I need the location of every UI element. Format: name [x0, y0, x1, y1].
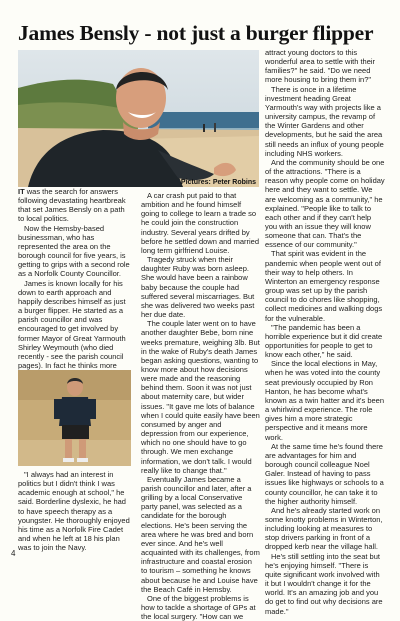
- paragraph: attract young doctors to this wonderful area to settle with their families?" he said. "Do we need more housing to bring them in?": [265, 48, 376, 85]
- paragraph: IT was the search for answers following devastating heartbreak that set James Bensly on a path to local politics.: [18, 187, 126, 224]
- paragraph: There is once in a lifetime investment heading Great Yarmouth's way with projects like a university campus, the revamp of the Winter Gardens and other developments, but he said the area still needs an influx of young people including NHS workers.: [265, 84, 384, 158]
- paragraph: The couple later went on to have another daughter Bebe, born nine weeks premature, weighing 3lb. But in the wake of Ruby's death James began asking questions, wanting to know more about how decisions were made and the reasoning behind them. Soon it was not just about maternity care, but wider issues. "It gave me lots of balance when I could quite easily have been consumed by anger and depression from our experience, which no one should have to go through. We men exchange information, we don't talk. I would really like to change that.": [141, 319, 260, 475]
- article-column-2: [141, 191, 260, 621]
- standing-portrait-illustration: [18, 370, 131, 466]
- paragraph: Tragedy struck when their daughter Ruby was born asleep. She would have been a rainbow baby because the couple had suffered several miscarriages. But she was delivered two weeks past her due date.: [141, 255, 255, 320]
- paragraph: Now the Hemsby-based businessman, who has represented the area on the borough council for five years, is getting to grips with a second role as a Norfolk County Councillor.: [18, 223, 130, 279]
- photo-credit: Pictures: Peter Robins: [180, 179, 256, 186]
- article-column-1: [18, 187, 130, 370]
- paragraph: "The pandemic has been a horrible experience but it did create opportunities for people to get to know each other," he said.: [265, 322, 383, 360]
- article-column-1-continued: [18, 470, 130, 555]
- paragraph: Eventually James became a parish councillor and later, after a grilling by a local Conservative party panel, was selected as a candidate for the borough elections. He's been serving the area where he was bred and born ever since. And he's well acquainted with its challenges, from infrastructure and coastal erosion to tourism – something he knows about because he and Louise have the Beach Café in Hemsby.: [141, 474, 260, 594]
- page-number: 4: [11, 549, 16, 558]
- paragraph: Since the local elections in May, when he was voted into the county seat previously occupied by Ron Hanton, he has become what's known as a twin hatter and it's been a whirlwind experience. The role gives him a more strategic perspective and it means more work.: [265, 359, 385, 442]
- beach-portrait-illustration: [18, 50, 259, 187]
- article-column-3: [265, 48, 385, 616]
- paragraph: That spirit was evident in the pandemic when people went out of their way to help others. In Winterton an emergency response group was set up by the parish council to do chores like shopping, collect medicines and walking dogs for the vulnerable.: [265, 249, 383, 323]
- paragraph: And the community should be one of the attractions. "There is a reason why people come on holiday here and they want to settle. We are welcoming as a community," he explained. "People like to talk to each other and if they can't help you with an issue they will know someone that can. That's the essence of our community.": [265, 157, 385, 250]
- paragraph: James is known locally for his down to earth approach and happily describes himself as just a burger flipper. He started as a parish councillor and was encouraged to get involved by former Mayor of Great Yarmouth Shirley Weymouth (who died recently - see the parish council pages). In fact he thinks more: [18, 278, 126, 370]
- photo-james-bensly-beach: [18, 50, 259, 187]
- photo-james-bensly-standing: [18, 370, 131, 466]
- paragraph: "I always had an interest in politics but I didn't think I was academic enough at school," he said. Borderline dyslexic, he had to have speech therapy as a youngster. He thoroughly enjoyed his time as a Norfolk Fire Cadet and when he left at 18 his plan was to join the Navy.: [18, 470, 130, 553]
- lead-word: IT: [18, 187, 25, 196]
- paragraph: A car crash put paid to that ambition and he found himself going to college to learn a trade so he could join the construction industry. Several years drifted by before he settled down and married long term girlfriend Louise.: [141, 191, 259, 255]
- paragraph: He's still settling into the seat but he's enjoying himself. "There is quite significant work involved with it but I wouldn't change it for the world. It's an amazing job and you do get to find out why decisions are made.": [265, 551, 383, 616]
- paragraph: And he's already started work on some knotty problems in Winterton, including looking at measures to stop drivers parking in front of a dropped kerb near the village hall.: [265, 505, 383, 552]
- article-headline: James Bensly - not just a burger flipper: [18, 21, 374, 45]
- paragraph: One of the biggest problems is how to tackle a shortage of GPs at the local surgery. "How can we: [141, 593, 256, 621]
- paragraph: At the same time he's found there are advantages for him and borough council colleague Noel Galer. Instead of having to pass issues like highways or schools to a county councillor, he can take it to the higher authority himself.: [265, 441, 384, 506]
